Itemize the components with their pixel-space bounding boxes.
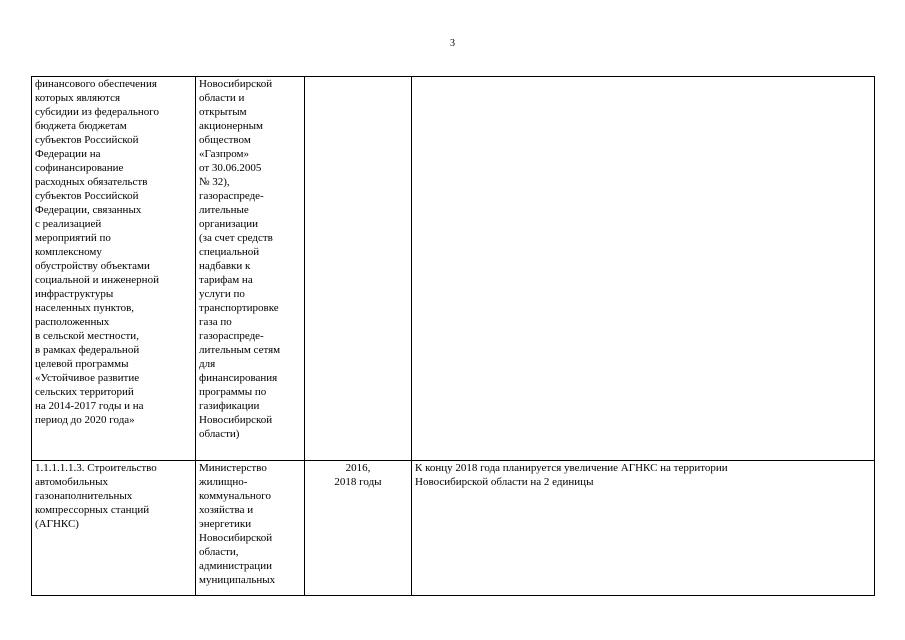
table-cell: [305, 461, 412, 596]
table-row: [32, 461, 875, 596]
expected-result: К концу 2018 года планируется увеличение АГНКС на территории Новосибирской области на 2 единицы: [415, 462, 728, 488]
activity-description: финансового обеспечения которых являются субсидии из федерального бюджета бюджетам субъектов Российской Федерации на софинансирование расходных обязательств субъектов Российской Федерации, связанных с реализацией мероприятий по комплексному обустройству объектами социальной и инженерной инфраструктуры населенных пунктов, расположенных в сельской местности, в рамках федеральной целевой программы «Устойчивое развитие сельских территорий на 2014-2017 годы и на период до 2020 года»: [35, 78, 160, 426]
table-cell: [412, 461, 875, 596]
table-cell: [196, 461, 305, 596]
table-cell: [305, 77, 412, 461]
activity-description: 1.1.1.1.1.3. Строительство автомобильных газонаполнительных компрессорных станций (АГНКС): [35, 462, 157, 530]
table-cell: [196, 77, 305, 461]
table-cell: [32, 77, 196, 461]
page-number: 3: [450, 38, 455, 49]
table-row: [32, 77, 875, 461]
program-table: [31, 76, 875, 596]
table-cell: [32, 461, 196, 596]
responsible-executors: Новосибирской области и открытым акционерным обществом «Газпром» от 30.06.2005 № 32), газораспреде- лительные организации (за счет средств специальной надбавки к тарифам на услуги по транспортировке газа по газораспреде- лительным сетям для финансирования программы по газификации Новосибирской области): [199, 78, 281, 440]
implementation-period: 2016, 2018 годы: [334, 462, 382, 488]
responsible-executors: Министерство жилищно- коммунального хозяйства и энергетики Новосибирской области, администрации муниципальных: [199, 462, 276, 586]
table-cell: [412, 77, 875, 461]
